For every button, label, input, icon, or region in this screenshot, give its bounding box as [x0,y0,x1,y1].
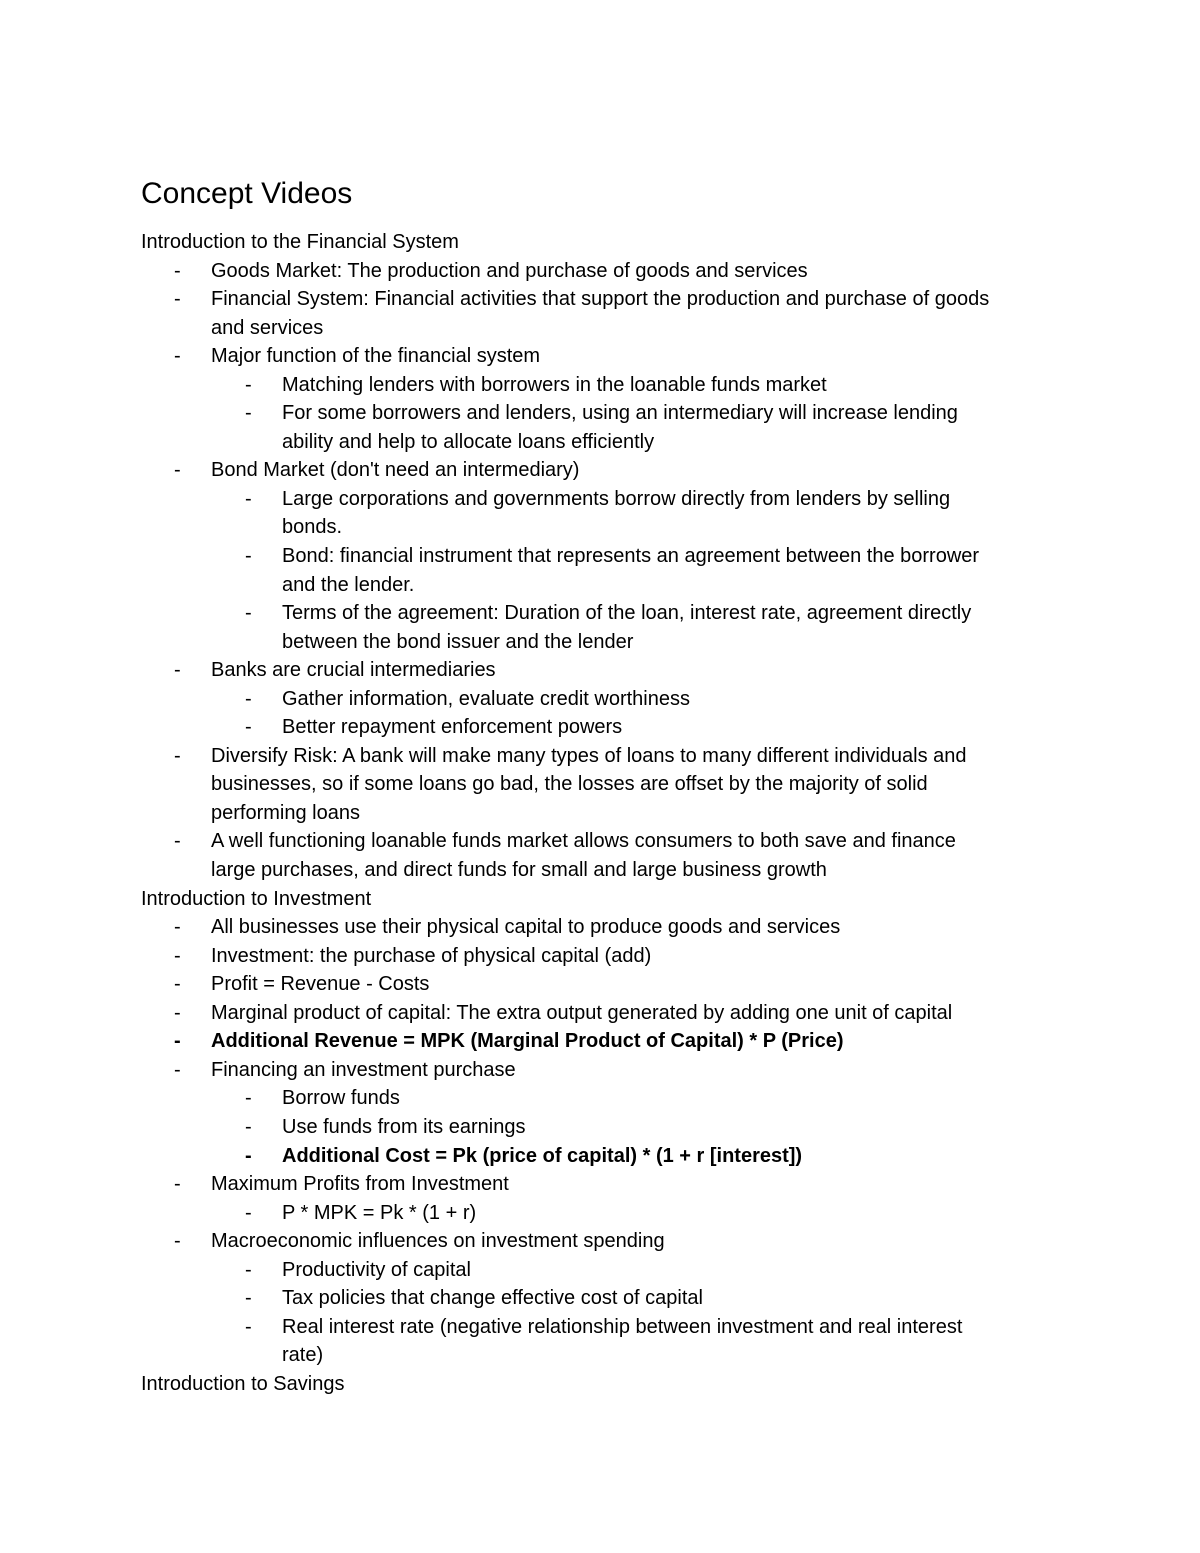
list-item [0,456,1200,485]
line-text: Goods Market: The production and purchase of goods and services [211,259,808,282]
list-item [0,628,1200,657]
line-text: Major function of the financial system [211,345,541,368]
list-item [0,599,1200,628]
list-item [0,713,1200,742]
list-item [0,1027,1200,1056]
bullet-dash: - [174,1001,181,1024]
line-text: Large corporations and governments borrow directly from lenders by selling [282,487,951,510]
list-item [0,314,1200,343]
line-text: Maximum Profits from Investment [211,1173,509,1196]
bullet-dash: - [245,1201,252,1224]
list-item [0,571,1200,600]
list-item [0,1142,1200,1171]
bullet-dash: - [174,259,181,282]
list-item [0,742,1200,771]
line-text: Profit = Revenue - Costs [211,973,430,996]
line-text: between the bond issuer and the lender [282,630,634,653]
line-text: Macroeconomic influences on investment spending [211,1230,665,1253]
bullet-dash: - [174,1030,181,1053]
bullet-dash: - [245,402,252,425]
list-item [0,485,1200,514]
bullet-dash: - [245,716,252,739]
list-item [0,970,1200,999]
list-item [0,513,1200,542]
bullet-dash: - [174,944,181,967]
line-text: Better repayment enforcement powers [282,716,623,739]
list-item [0,428,1200,457]
line-text: Borrow funds [282,1087,400,1110]
line-text: ability and help to allocate loans efficiently [282,430,655,453]
list-item [0,1341,1200,1370]
list-item [0,856,1200,885]
bullet-dash: - [245,1115,252,1138]
line-text: Banks are crucial intermediaries [211,659,496,682]
line-text: Tax policies that change effective cost of capital [282,1287,703,1310]
bullet-dash: - [174,288,181,311]
section-heading [0,228,1200,257]
list-item [0,542,1200,571]
list-item [0,770,1200,799]
bullet-dash: - [245,545,252,568]
bullet-dash: - [245,1144,252,1167]
line-text: A well functioning loanable funds market allows consumers to both save and finance [211,830,956,853]
list-item [0,1170,1200,1199]
line-text: bonds. [282,516,343,539]
line-text: P * MPK = Pk * (1 + r) [282,1201,477,1224]
line-text: For some borrowers and lenders, using an intermediary will increase lending [282,402,958,425]
bullet-dash: - [174,744,181,767]
bullet-dash: - [174,1230,181,1253]
line-text: Additional Revenue = MPK (Marginal Product of Capital) * P (Price) [211,1030,844,1053]
line-text: Terms of the agreement: Duration of the loan, interest rate, agreement directly [282,602,972,625]
line-text: Marginal product of capital: The extra output generated by adding one unit of capital [211,1001,953,1024]
bullet-dash: - [174,973,181,996]
bullet-dash: - [245,1258,252,1281]
list-item [0,399,1200,428]
list-item [0,1313,1200,1342]
bullet-dash: - [245,602,252,625]
line-text: businesses, so if some loans go bad, the losses are offset by the majority of solid [211,773,928,796]
section-heading [0,1370,1200,1399]
list-item [0,257,1200,286]
line-text: performing loans [211,801,360,824]
bullet-dash: - [174,459,181,482]
list-item [0,371,1200,400]
bullet-dash: - [174,1173,181,1196]
list-item [0,827,1200,856]
list-item [0,942,1200,971]
bullet-dash: - [245,373,252,396]
line-text: Matching lenders with borrowers in the loanable funds market [282,373,827,396]
line-text: Additional Cost = Pk (price of capital) * (1 + r [interest]) [282,1144,803,1167]
line-text: Diversify Risk: A bank will make many types of loans to many different individuals and [211,744,967,767]
list-item [0,1113,1200,1142]
line-text: Introduction to Savings [141,1372,345,1395]
page-title: Concept Videos [141,177,353,210]
bullet-dash: - [174,659,181,682]
bullet-dash: - [174,916,181,939]
bullet-dash: - [245,1087,252,1110]
bullet-dash: - [174,830,181,853]
list-item [0,1284,1200,1313]
list-item [0,656,1200,685]
line-text: Introduction to Investment [141,887,372,910]
list-item [0,913,1200,942]
line-text: rate) [282,1344,324,1367]
line-text: Financing an investment purchase [211,1058,516,1081]
line-text: Financial System: Financial activities that support the production and purchase of goods [211,288,990,311]
list-item [0,1199,1200,1228]
list-item [0,285,1200,314]
line-text: large purchases, and direct funds for small and large business growth [211,859,827,882]
bullet-dash: - [174,345,181,368]
list-item [0,685,1200,714]
section-heading [0,885,1200,914]
line-text: Productivity of capital [282,1258,471,1281]
list-item [0,799,1200,828]
document-body [0,228,1200,1398]
bullet-dash: - [174,1058,181,1081]
list-item [0,1256,1200,1285]
line-text: Investment: the purchase of physical capital (add) [211,944,652,967]
bullet-dash: - [245,687,252,710]
line-text: Use funds from its earnings [282,1115,526,1138]
line-text: All businesses use their physical capital to produce goods and services [211,916,841,939]
line-text: Bond: financial instrument that represents an agreement between the borrower [282,545,980,568]
line-text: and the lender. [282,573,415,596]
list-item [0,342,1200,371]
bullet-dash: - [245,487,252,510]
line-text: and services [211,316,324,339]
bullet-dash: - [245,1287,252,1310]
line-text: Gather information, evaluate credit worthiness [282,687,690,710]
list-item [0,999,1200,1028]
line-text: Real interest rate (negative relationship between investment and real interest [282,1315,963,1338]
list-item [0,1084,1200,1113]
list-item [0,1056,1200,1085]
bullet-dash: - [245,1315,252,1338]
list-item [0,1227,1200,1256]
line-text: Bond Market (don't need an intermediary) [211,459,580,482]
line-text: Introduction to the Financial System [141,231,459,253]
